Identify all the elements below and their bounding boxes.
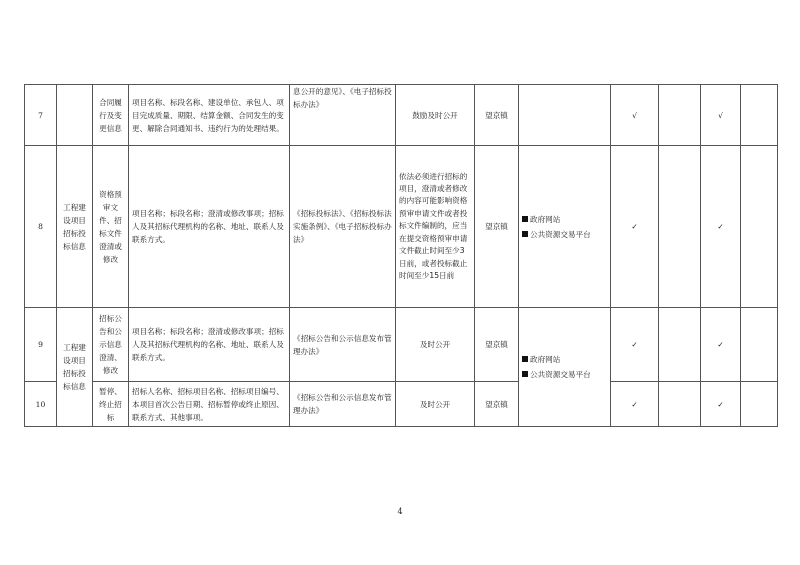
row-number: 8 (25, 146, 57, 308)
content-cell: 项目名称、标段名称、建设单位、承包人、项目完成质量、期限、结算金额、合同发生的变更、解除合同通知书、违约行为的处理结果。 (129, 85, 290, 146)
table-row-8 (25, 146, 778, 308)
table-row-10 (25, 382, 778, 427)
check-mark (741, 146, 778, 308)
content-cell: 项目名称；标段名称；澄清或修改事项；招标人及其招标代理机构的名称、地址、联系人及联系方式。 (129, 308, 290, 382)
timing-cell: 依法必须进行招标的项目，澄清或者修改的内容可能影响资格预审申请文件或者投标文件编制的，应当在提交资格预审申请文件截止时间至少3日前，或者投标截止时间至少15日前 (396, 146, 475, 308)
channel-label: 政府网站 (530, 214, 561, 224)
basis-cell: 《招标投标法》、《招标投标法实施条例》、《电子招标投标办法》 (290, 146, 396, 308)
category-cell (57, 85, 93, 146)
page-number: 4 (397, 507, 403, 516)
square-bullet-icon (522, 371, 528, 377)
channel-item (522, 367, 607, 382)
row-number: 10 (25, 382, 57, 427)
timing-cell: 鼓励及时公开 (396, 85, 475, 146)
subcategory-cell: 合同履行及变更信息 (93, 85, 129, 146)
square-bullet-icon (522, 231, 528, 237)
check-mark (741, 85, 778, 146)
basis-cell: 《招标公告和公示信息发布管理办法》 (290, 382, 396, 427)
channel-label: 政府网站 (530, 355, 561, 364)
content-cell: 招标人名称、招标项目名称、招标项目编号、本项目首次公告日期、招标暂停或终止原因、联系方式、其他事项。 (129, 382, 290, 427)
check-mark: ✓ (701, 308, 741, 382)
check-mark: ✓ (611, 308, 659, 382)
check-mark: ✓ (701, 146, 741, 308)
channel-cell (519, 308, 611, 427)
basis-cell: 息公开的意见》、《电子招标投标办法》 (290, 85, 396, 146)
channel-label: 公共资源交易平台 (530, 370, 591, 379)
square-bullet-icon (522, 216, 528, 222)
check-mark: ✓ (611, 146, 659, 308)
category-cell: 工程建设项目招标投标信息 (57, 146, 93, 308)
channel-item (522, 352, 607, 367)
check-mark (659, 308, 701, 382)
category-cell: 工程建设项目招标投标信息 (57, 308, 93, 427)
channel-item (522, 227, 607, 242)
check-mark: √ (611, 85, 659, 146)
subcategory-cell: 暂停、终止招标 (93, 382, 129, 427)
check-mark: ✓ (701, 382, 741, 427)
check-mark: ✓ (611, 382, 659, 427)
square-bullet-icon (522, 356, 528, 362)
row-number: 7 (25, 85, 57, 146)
subject-cell: 望京镇 (475, 382, 519, 427)
row-number: 9 (25, 308, 57, 382)
check-mark (659, 382, 701, 427)
check-mark: √ (701, 85, 741, 146)
channel-label: 公共资源交易平台 (530, 229, 591, 239)
check-mark (741, 308, 778, 382)
channel-cell (519, 146, 611, 308)
check-mark (741, 382, 778, 427)
channel-cell (519, 85, 611, 146)
basis-cell: 《招标公告和公示信息发布管理办法》 (290, 308, 396, 382)
subject-cell: 望京镇 (475, 308, 519, 382)
check-mark (659, 146, 701, 308)
timing-cell: 及时公开 (396, 308, 475, 382)
check-mark (659, 85, 701, 146)
subject-cell: 望京镇 (475, 146, 519, 308)
subject-cell: 望京镇 (475, 85, 519, 146)
subcategory-cell: 资格预审文件、招标文件澄清或修改 (93, 146, 129, 308)
disclosure-table (24, 84, 778, 427)
timing-cell: 及时公开 (396, 382, 475, 427)
table-row-9 (25, 308, 778, 382)
table-row-7 (25, 85, 778, 146)
channel-item (522, 212, 607, 227)
content-cell: 项目名称；标段名称；澄清或修改事项；招标人及其招标代理机构的名称、地址、联系人及联系方式。 (129, 146, 290, 308)
subcategory-cell: 招标公告和公示信息澄清、修改 (93, 308, 129, 382)
